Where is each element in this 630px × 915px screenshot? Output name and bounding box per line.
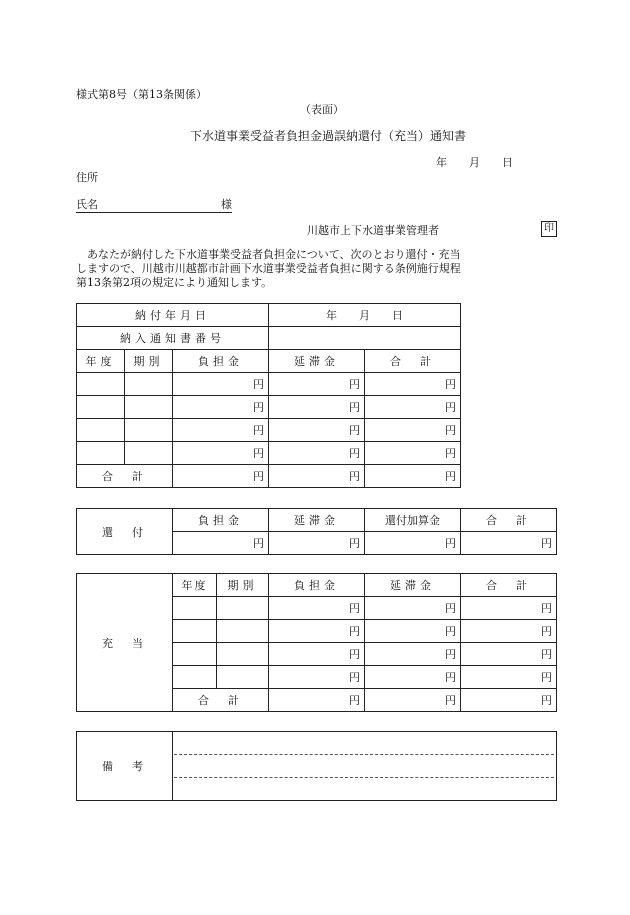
col-total: 合 計 xyxy=(365,350,461,373)
cell-delay: 円 xyxy=(269,373,365,396)
total-charge: 円 xyxy=(173,465,269,488)
cell-period xyxy=(217,620,269,643)
cell-period xyxy=(125,396,173,419)
table-row xyxy=(77,396,461,419)
col-additional: 還付加算金 xyxy=(365,509,461,532)
col-year: 年度 xyxy=(173,574,217,597)
cell-period xyxy=(217,666,269,689)
recipient-name-line xyxy=(76,196,232,213)
allocation-table xyxy=(76,573,557,712)
notice-number-label: 納入通知書番号 xyxy=(77,327,269,350)
cell-delay: 円 xyxy=(269,442,365,465)
total-label: 合 計 xyxy=(173,689,269,712)
cell-year xyxy=(173,597,217,620)
document-title: 下水道事業受益者負担金過誤納還付（充当）通知書 xyxy=(190,129,467,143)
remarks-label: 備 考 xyxy=(77,732,173,801)
cell-charge: 円 xyxy=(269,643,365,666)
body-line: しますので、川越市川越都市計画下水道事業受益者負担に関する条例施行規程 xyxy=(76,262,461,275)
form-number: 様式第8号（第13条関係） xyxy=(76,88,207,101)
cell-total: 円 xyxy=(365,419,461,442)
total-total: 円 xyxy=(365,465,461,488)
table-header-row xyxy=(77,509,557,532)
cell-delay: 円 xyxy=(365,643,461,666)
side-label: （表面） xyxy=(300,103,344,116)
cell-delay: 円 xyxy=(365,666,461,689)
cell-period xyxy=(217,597,269,620)
remarks-field[interactable] xyxy=(173,732,557,801)
remarks-dashed-line xyxy=(174,777,554,778)
col-delay: 延滞金 xyxy=(365,574,461,597)
cell-charge: 円 xyxy=(173,419,269,442)
cell-total: 円 xyxy=(461,666,557,689)
cell-year xyxy=(173,666,217,689)
table-row xyxy=(77,327,461,350)
table-row xyxy=(77,373,461,396)
cell-year xyxy=(77,419,125,442)
total-label: 合 計 xyxy=(77,465,173,488)
cell-charge: 円 xyxy=(173,373,269,396)
total-delay: 円 xyxy=(269,465,365,488)
total-delay: 円 xyxy=(365,689,461,712)
col-total: 合 計 xyxy=(461,574,557,597)
address-label: 住所 xyxy=(76,171,98,184)
cell-delay: 円 xyxy=(269,396,365,419)
cell-charge: 円 xyxy=(173,396,269,419)
seal-stamp: 印 xyxy=(541,221,557,237)
payment-date-value: 年 月 日 xyxy=(269,304,461,327)
table-row xyxy=(77,442,461,465)
cell-charge: 円 xyxy=(269,666,365,689)
cell-total: 円 xyxy=(365,373,461,396)
cell-total: 円 xyxy=(365,442,461,465)
name-label: 氏名 xyxy=(76,198,98,211)
cell-delay: 円 xyxy=(269,532,365,555)
table-row xyxy=(77,304,461,327)
body-text xyxy=(76,248,461,290)
notice-number-value xyxy=(269,327,461,350)
cell-year xyxy=(173,620,217,643)
remarks-dashed-line xyxy=(174,754,554,755)
refund-table xyxy=(76,508,557,555)
payment-table xyxy=(76,303,461,488)
cell-delay: 円 xyxy=(269,419,365,442)
col-charge: 負担金 xyxy=(269,574,365,597)
col-delay: 延滞金 xyxy=(269,350,365,373)
cell-total: 円 xyxy=(365,396,461,419)
table-total-row xyxy=(77,465,461,488)
cell-total: 円 xyxy=(461,643,557,666)
table-header-row xyxy=(77,350,461,373)
col-period: 期別 xyxy=(125,350,173,373)
col-period: 期別 xyxy=(217,574,269,597)
cell-additional: 円 xyxy=(365,532,461,555)
issuer-name: 川越市上下水道事業管理者 xyxy=(307,224,439,237)
cell-year xyxy=(77,442,125,465)
cell-total: 円 xyxy=(461,532,557,555)
table-row xyxy=(77,419,461,442)
payment-date-label: 納付年月日 xyxy=(77,304,269,327)
cell-year xyxy=(77,396,125,419)
cell-year xyxy=(173,643,217,666)
remarks-table xyxy=(76,731,557,801)
col-total: 合 計 xyxy=(461,509,557,532)
cell-charge: 円 xyxy=(269,597,365,620)
cell-delay: 円 xyxy=(365,620,461,643)
body-line: あなたが納付した下水道事業受益者負担金について、次のとおり還付・充当 xyxy=(76,248,461,261)
table-row xyxy=(77,732,557,801)
col-charge: 負担金 xyxy=(173,509,269,532)
cell-delay: 円 xyxy=(365,597,461,620)
cell-charge: 円 xyxy=(173,532,269,555)
cell-charge: 円 xyxy=(269,620,365,643)
cell-year xyxy=(77,373,125,396)
total-charge: 円 xyxy=(269,689,365,712)
cell-charge: 円 xyxy=(173,442,269,465)
total-total: 円 xyxy=(461,689,557,712)
col-year: 年度 xyxy=(77,350,125,373)
allocation-label: 充 当 xyxy=(77,574,173,712)
col-charge: 負担金 xyxy=(173,350,269,373)
cell-period xyxy=(125,442,173,465)
cell-period xyxy=(125,373,173,396)
col-delay: 延滞金 xyxy=(269,509,365,532)
refund-label: 還 付 xyxy=(77,509,173,555)
issue-date: 年 月 日 xyxy=(436,156,513,169)
cell-period xyxy=(125,419,173,442)
body-line: 第13条第2項の規定により通知します。 xyxy=(76,276,273,289)
cell-total: 円 xyxy=(461,620,557,643)
honorific: 様 xyxy=(221,198,232,211)
cell-total: 円 xyxy=(461,597,557,620)
cell-period xyxy=(217,643,269,666)
table-header-row xyxy=(77,574,557,597)
